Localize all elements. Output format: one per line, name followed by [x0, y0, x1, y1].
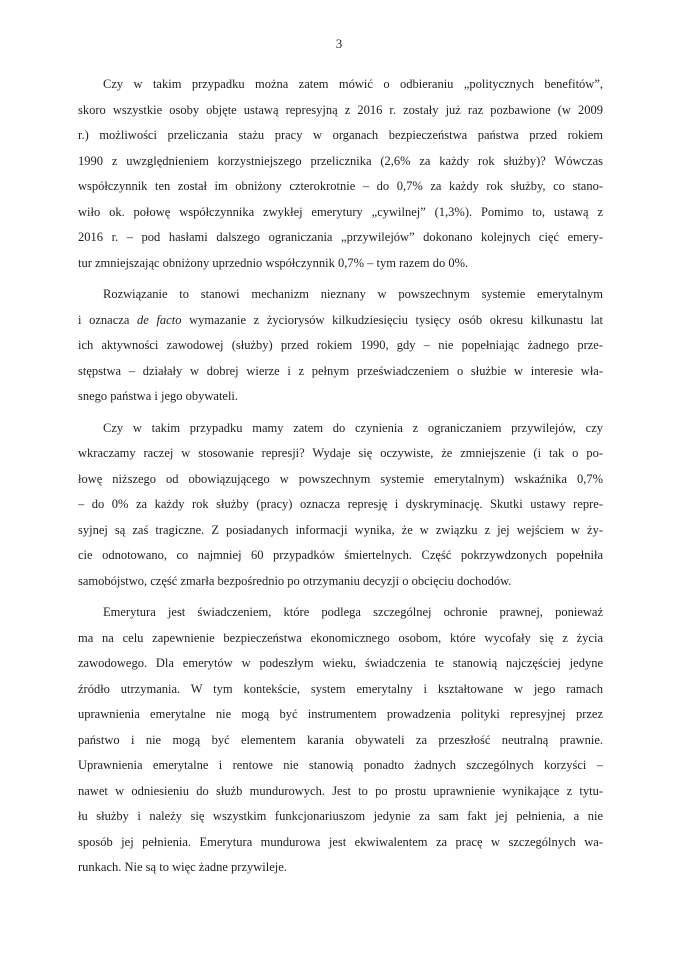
- text-line: Czy w takim przypadku mamy zatem do czynienia z ograniczaniem przywilejów, czy: [103, 420, 603, 435]
- text-line: 2016 r. – pod hasłami dalszego ograniczania „przywilejów” dokonano kolejnych cięć emery-: [78, 230, 603, 244]
- text-line: uprawnienia emerytalne nie mogą być instrumentem prowadzenia polityki represyjnej przez: [78, 707, 603, 721]
- text-line: państwo i nie mogą być elementem karania obywateli za przeszłość neutralną prawnie.: [78, 732, 603, 747]
- page-number: 3: [335, 36, 343, 51]
- text-line: stępstwa – działały w dobrej wierze i z pełnym przeświadczeniem o służbie w interesie wła-: [78, 363, 603, 378]
- paragraph: [78, 72, 603, 276]
- text-line: łu służby i należy się wszystkim funkcjonariuszom jedynie za sam fakt jej pełnienia, a nie: [78, 809, 603, 823]
- paragraph: [78, 282, 603, 410]
- text-line: syjnej są zaś tragiczne. Z posiadanych informacji wynika, że w związku z jej wejściem w ży-: [78, 522, 603, 537]
- text-line: cie odnotowano, co najmniej 60 przypadków śmiertelnych. Część pokrzywdzonych popełniła: [78, 548, 603, 562]
- text-line: Emerytura jest świadczeniem, które podlega szczególnej ochronie prawnej, ponieważ: [103, 605, 603, 619]
- text-line: sposób jej pełnienia. Emerytura mundurowa jest ekwiwalentem za pracę w szczególnych wa-: [78, 834, 603, 849]
- text-line: źródło utrzymania. W tym kontekście, system emerytalny i kształtowane w jego ramach: [78, 681, 603, 696]
- text-line: ich aktywności zawodowej (służby) przed rokiem 1990, gdy – nie popełniając żadnego prze-: [78, 338, 603, 352]
- text-line: Rozwiązanie to stanowi mechanizm nieznany w powszechnym systemie emerytalnym: [103, 287, 603, 301]
- paragraph: [78, 416, 603, 595]
- document-body: [78, 72, 603, 881]
- text-line: skoro wszystkie osoby objęte ustawą represyjną z 2016 r. zostały już raz pozbawione (w 2009: [78, 102, 603, 117]
- text-line: 1990 z uwzględnieniem korzystniejszego przelicznika (2,6% za każdy rok służby)? Wówczas: [78, 153, 603, 168]
- text-line: współczynnik ten został im obniżony czterokrotnie – do 0,7% za każdy rok służby, co stano-: [78, 179, 603, 193]
- text-line: nawet w odniesieniu do służb mundurowych. Jest to po prostu uprawnienie wynikające z tytu-: [78, 783, 603, 798]
- text-line: r.) możliwości przeliczania stażu pracy w organach bezpieczeństwa państwa przed rokiem: [78, 128, 603, 142]
- text-line: samobójstwo, część zmarła bezpośrednio po otrzymaniu decyzji o obcięciu dochodów.: [78, 573, 512, 588]
- text-line: tur zmniejszając obniżony uprzednio współczynnik 0,7% – tym razem do 0%.: [78, 255, 469, 270]
- text-line: wiło ok. połowę współczynnika zwykłej emerytury „cywilnej” (1,3%). Pomimo to, ustawą z: [78, 204, 603, 219]
- text-line: i oznacza de facto wymazanie z życiorysów kilkudziesięciu tysięcy osób okresu kilkunastu lat: [78, 312, 603, 327]
- italic-text: de facto: [137, 312, 182, 327]
- text-line: snego państwa i jego obywateli.: [78, 389, 239, 403]
- text-line: – do 0% za każdy rok służby (pracy) oznacza represję i dyskryminację. Skutki ustawy repre-: [78, 497, 603, 511]
- text-line: Uprawnienia emerytalne i rentowe nie stanowią ponadto żadnych szczególnych korzyści –: [78, 758, 603, 772]
- text-line: ma na celu zapewnienie bezpieczeństwa ekonomicznego osobom, które wycofały się z życia: [78, 630, 603, 645]
- text-line: zawodowego. Dla emerytów w podeszłym wieku, świadczenia te stanowią najczęściej jedyne: [78, 656, 603, 670]
- text-line: łowę niższego od obowiązującego w powszechnym systemie emerytalnym) wskaźnika 0,7%: [78, 471, 603, 486]
- paragraph: [78, 600, 603, 881]
- text-line: runkach. Nie są to więc żadne przywileje.: [78, 860, 287, 874]
- text-line: wkraczamy raczej w stosowanie represji? Wydaje się oczywiste, że zmniejszenie (i tak o po-: [78, 446, 603, 460]
- text-line: Czy w takim przypadku można zatem mówić o odbieraniu „politycznych benefitów”,: [103, 77, 603, 91]
